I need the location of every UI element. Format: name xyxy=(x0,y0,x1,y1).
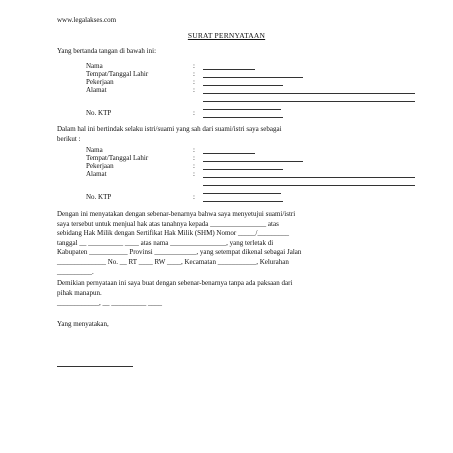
statement-line-2: saya tersebut untuk menjual hak atas tanahnya kepada ________________ atas xyxy=(57,219,279,228)
party2-colon-ktp: : xyxy=(193,193,195,201)
statement-line-4: tanggal __ __________ ____ atas nama ________________, yang terletak di xyxy=(57,238,274,247)
signature-label: Yang menyatakan, xyxy=(57,320,109,328)
party1-colon-nama: : xyxy=(193,62,195,70)
party1-blank-pekerjaan xyxy=(203,85,283,86)
party2-blank-ktp xyxy=(203,201,283,202)
statement-line-3: sebidang Hak Milik dengan Sertifikat Hak Milik (SHM) Nomor _____/_________ xyxy=(57,229,289,238)
party2-colon-nama: : xyxy=(193,146,195,154)
party1-label-nama: Nama xyxy=(86,62,103,70)
statement-line-5: Kabupaten ___________ Provinsi ____________, yang setempat dikenal sebagai Jalan xyxy=(57,248,302,257)
party1-blank-alamat-2 xyxy=(203,101,415,102)
statement-paragraph xyxy=(57,210,397,277)
statement-line-7: __________. xyxy=(57,267,94,276)
party2-label-ttl: Tempat/Tanggal Lahir xyxy=(86,154,149,162)
party2-blank-pekerjaan xyxy=(203,169,283,170)
party2-blank-nama xyxy=(203,153,255,154)
party1-colon-alamat: : xyxy=(193,86,195,94)
party1-colon-ktp: : xyxy=(193,109,195,117)
party2-colon-pekerjaan: : xyxy=(193,162,195,170)
middle-line-1: Dalam hal ini bertindak selaku istri/suami yang sah dari suami/istri saya sebagai xyxy=(57,125,282,133)
party2-colon-ttl: : xyxy=(193,154,195,162)
party2-blank-ttl xyxy=(203,161,303,162)
party1-label-ktp: No. KTP xyxy=(86,109,112,117)
party1-blank-alamat-1 xyxy=(203,93,415,94)
statement-line-6: ______________ No. __ RT ____ RW ____, Kecamatan ___________, Kelurahan xyxy=(57,257,289,266)
party1-blank-ttl xyxy=(203,77,303,78)
closing-line-1: Demikian pernyataan ini saya buat dengan sebenar-benarnya tanpa ada paksaan dari xyxy=(57,279,293,287)
party2-blank-alamat-1 xyxy=(203,177,415,178)
party2-blank-alamat-3 xyxy=(203,193,281,194)
date-line: ____________, __ __________ ____ xyxy=(57,299,162,307)
party1-colon-ttl: : xyxy=(193,70,195,78)
signature-line xyxy=(57,366,133,367)
party2-label-pekerjaan: Pekerjaan xyxy=(86,162,114,170)
party2-label-ktp: No. KTP xyxy=(86,193,112,201)
party1-label-pekerjaan: Pekerjaan xyxy=(86,78,114,86)
closing-line-2: pihak manapun. xyxy=(57,288,102,297)
party2-label-nama: Nama xyxy=(86,146,103,154)
party1-blank-ktp xyxy=(203,117,283,118)
party2-colon-alamat: : xyxy=(193,170,195,178)
intro-text: Yang bertanda tangan di bawah ini: xyxy=(57,47,157,55)
party1-label-alamat: Alamat xyxy=(86,86,107,94)
party1-colon-pekerjaan: : xyxy=(193,78,195,86)
middle-paragraph xyxy=(57,125,397,144)
party2-blank-alamat-2 xyxy=(203,185,415,186)
party1-blank-nama xyxy=(203,69,255,70)
statement-line-1: Dengan ini menyatakan dengan sebenar-benarnya bahwa saya menyetujui suami/istri xyxy=(57,210,296,218)
closing-paragraph xyxy=(57,279,397,298)
document-title: SURAT PERNYATAAN xyxy=(187,31,266,40)
middle-line-2: berikut : xyxy=(57,134,81,143)
website-watermark: www.legalakses.com xyxy=(57,16,117,24)
party1-label-ttl: Tempat/Tanggal Lahir xyxy=(86,70,149,78)
party2-label-alamat: Alamat xyxy=(86,170,107,178)
party1-blank-alamat-3 xyxy=(203,109,281,110)
